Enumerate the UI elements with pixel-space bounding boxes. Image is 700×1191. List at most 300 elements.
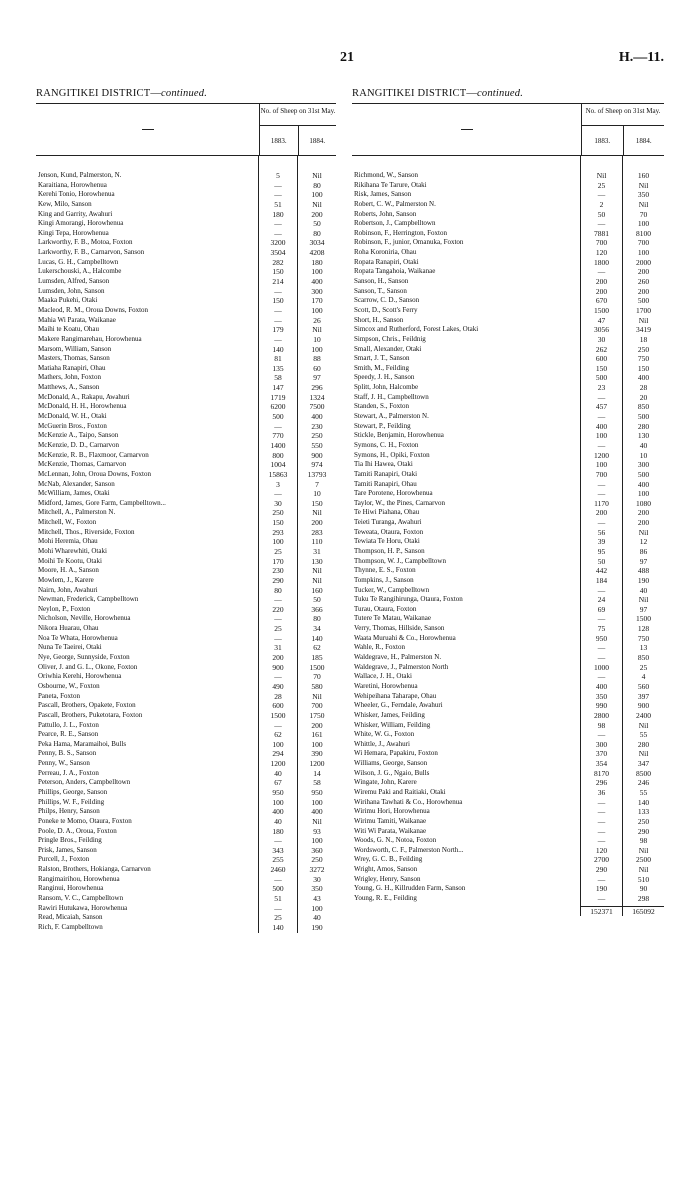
sheep-1884-value: 12 <box>639 537 648 547</box>
entry-name: Marsom, William, Sanson <box>38 344 112 353</box>
sheep-1884-value: 190 <box>637 575 650 585</box>
entry-name: Mohi Heremia, Ohau <box>38 537 98 546</box>
sheep-1884-value: 350 <box>311 884 323 894</box>
sheep-1884-value: 100 <box>311 267 323 277</box>
entry-name: Witi Wi Parata, Waikanae <box>354 826 427 835</box>
sheep-1883-value: 50 <box>597 209 606 219</box>
sheep-1884-value: 280 <box>637 421 650 431</box>
entry-name: Oriwhia Kerehi, Horowhenua <box>38 672 122 681</box>
sheep-1883-value: 28 <box>274 691 282 701</box>
entry-name: Lucas, G. H., Campbelltown <box>38 257 119 266</box>
entry-name: Young, G. H., Killrudden Farm, Sanson <box>354 884 466 893</box>
sheep-1883-value: 58 <box>274 373 282 383</box>
sheep-1884-value: 180 <box>311 257 323 267</box>
sheep-1884-value: 8500 <box>636 768 651 778</box>
sheep-1884-value: Nil <box>312 575 322 585</box>
entry-name: Wrigley, Henry, Sanson <box>354 874 421 883</box>
sheep-1884-value: 161 <box>311 730 323 740</box>
entry-name: Te Hiwi Piahana, Ohau <box>354 508 420 517</box>
sheep-1884-value: 30 <box>313 874 321 884</box>
entry-name: Scarrow, C. D., Sanson <box>354 296 420 305</box>
sheep-1883-value: 700 <box>595 238 608 248</box>
sheep-caption: No. of Sheep on 31st May. <box>260 104 336 126</box>
right-1883-column <box>581 156 623 916</box>
entry-name: Speedy, J. H., Sanson <box>354 373 415 382</box>
left-table-header <box>36 103 336 156</box>
sheep-1883-value: 170 <box>272 556 284 566</box>
sheep-1884-value: 97 <box>639 604 648 614</box>
sheep-1884-value: 34 <box>313 624 321 634</box>
sheep-1883-value: 1004 <box>270 460 286 470</box>
sheep-1884-value: 350 <box>637 190 650 200</box>
total-1884: 165092 <box>623 906 664 917</box>
sheep-1884-value: 200 <box>311 209 323 219</box>
sheep-column-header <box>582 104 664 155</box>
entry-name: Oliver, J. and G. L., Okone, Foxton <box>38 662 138 671</box>
sheep-1883-value: — <box>274 614 282 624</box>
sheep-1884-value: 296 <box>311 383 323 393</box>
sheep-1883-value: — <box>274 286 282 296</box>
sheep-caption: No. of Sheep on 31st May. <box>582 104 664 126</box>
sheep-1884-value: 150 <box>311 498 323 508</box>
entry-name: Wirimu Hori, Horowhenua <box>354 807 430 816</box>
sheep-1884-value: 1080 <box>636 498 651 508</box>
sheep-1883-value: 40 <box>274 768 282 778</box>
sheep-1883-value: 200 <box>595 286 608 296</box>
sheep-1883-value: 290 <box>272 575 284 585</box>
sheep-1884-value: Nil <box>312 325 322 335</box>
total-1883: 152371 <box>581 906 622 917</box>
sheep-1883-value: 300 <box>595 739 608 749</box>
sheep-1883-value: — <box>597 874 606 884</box>
sheep-1884-value: Nil <box>638 527 649 537</box>
sheep-1884-value: 70 <box>639 209 648 219</box>
entry-name: Ransom, V. C., Campbelltown <box>38 894 124 903</box>
sheep-1883-value: 600 <box>272 701 284 711</box>
entry-name: Sanson, H., Sanson <box>354 277 409 286</box>
sheep-1884-value: 14 <box>313 768 321 778</box>
entry-name: Waretini, Horowhenua <box>354 681 418 690</box>
entry-name: Tuku Te Rangihirunga, Otaura, Foxton <box>354 595 463 604</box>
entry-name: Wordsworth, C. F., Palmerston North... <box>354 845 464 854</box>
sheep-1883-value: 457 <box>595 402 608 412</box>
sheep-1883-value: 290 <box>595 865 608 875</box>
entry-name: Rawiri Hutukawa, Horowhenua <box>38 903 128 912</box>
sheep-1884-value: 100 <box>637 219 650 229</box>
entry-name: Williams, George, Sanson <box>354 759 428 768</box>
sheep-1883-value: 294 <box>272 749 284 759</box>
entry-name: Tutere Te Matau, Waikanae <box>354 614 431 623</box>
sheep-1884-value: 488 <box>637 566 650 576</box>
entry-name: Short, H., Sanson <box>354 315 404 324</box>
sheep-1884-value: 560 <box>637 681 650 691</box>
sheep-1884-value: 55 <box>639 788 648 797</box>
sheep-1884-value: 850 <box>637 653 650 663</box>
sheep-1884-value: 4208 <box>309 248 325 258</box>
sheep-1883-value: — <box>597 894 606 904</box>
sheep-1883-value: 15863 <box>268 469 288 479</box>
sheep-1884-value: 974 <box>311 460 323 470</box>
sheep-1884-value: 400 <box>311 277 323 287</box>
sheep-1884-value: 700 <box>311 701 323 711</box>
sheep-1883-value: — <box>274 334 282 344</box>
sheep-1883-value: 2 <box>599 199 604 209</box>
sheep-1883-value: — <box>597 614 606 624</box>
sheep-1884-value: 400 <box>311 807 323 817</box>
entry-name: Kew, Milo, Sanson <box>38 199 92 208</box>
sheep-1884-value: 31 <box>313 546 321 556</box>
entry-name: Jenson, Kund, Palmerston, N. <box>38 171 122 179</box>
sheep-1884-value: 2400 <box>636 710 651 720</box>
sheep-column-header <box>260 104 336 155</box>
sheep-1883-value: 293 <box>272 527 284 537</box>
sheep-1884-value: 55 <box>639 730 648 740</box>
sheep-1883-value: 2460 <box>270 865 286 875</box>
entry-name: Tewiata Te Horu, Otaki <box>354 537 420 546</box>
sheep-1884-value: 26 <box>313 315 321 325</box>
sheep-1883-value: 147 <box>272 383 284 393</box>
entry-name: Pascall, Brothers, Opakete, Foxton <box>38 701 136 710</box>
sheep-1883-value: 2700 <box>594 855 609 865</box>
sheep-1884-value: 133 <box>637 807 650 817</box>
sheep-1883-value: 1800 <box>594 257 609 267</box>
page-number: 21 <box>340 50 354 65</box>
entry-name: Thynne, E. S., Foxton <box>354 566 416 575</box>
sheep-1884-value: 230 <box>311 421 323 431</box>
entry-name: Verry, Thomas, Hillside, Sanson <box>354 624 445 633</box>
sheep-1883-value: — <box>597 816 606 826</box>
sheep-1883-value: 200 <box>595 508 608 518</box>
sheep-1884-value: Nil <box>638 749 649 759</box>
entry-name: Mathers, John, Foxton <box>38 373 101 382</box>
name-column-header <box>352 104 582 155</box>
entry-name: McDonald, A., Rakapu, Awahuri <box>38 392 130 401</box>
sheep-1883-value: 950 <box>595 633 608 643</box>
entry-name: Rich, F. Campbelltown <box>38 922 103 931</box>
sheep-1883-value: 80 <box>274 585 282 595</box>
sheep-1884-value: 283 <box>311 527 323 537</box>
sheep-1884-value: Nil <box>638 315 649 325</box>
entry-name: Nye, George, Sunnyside, Foxton <box>38 653 130 662</box>
entry-name: Risk, James, Sanson <box>354 190 412 199</box>
entry-name: Robert, C. W., Palmerston N. <box>354 199 436 208</box>
entry-name: Staff, J. H., Campbelltown <box>354 392 429 401</box>
entry-name: Neylon, P., Foxton <box>38 604 91 613</box>
entry-name: Wallace, J. H., Otaki <box>354 672 412 681</box>
entry-name: Pattullo, J. L., Foxton <box>38 720 99 729</box>
sheep-1883-value: 200 <box>595 277 608 287</box>
sheep-1883-value: — <box>597 643 606 653</box>
entry-name: Wingate, John, Karere <box>354 778 417 787</box>
entry-name: Paneta, Foxton <box>38 691 80 700</box>
sheep-1883-value: 120 <box>595 248 608 258</box>
entry-name: Mitchell, A., Palmerston N. <box>38 508 116 517</box>
sheep-1883-value: 1000 <box>594 662 609 672</box>
entry-name: Standen, S., Foxton <box>354 402 410 411</box>
entry-name: Prisk, James, Sanson <box>38 845 97 854</box>
sheep-1884-value: 110 <box>311 537 323 547</box>
sheep-1884-value: 140 <box>637 797 650 807</box>
year-1883-header: 1883. <box>582 126 624 155</box>
sheep-1884-value: 150 <box>637 363 650 373</box>
sheep-1884-value: Nil <box>312 691 322 701</box>
sheep-1883-value: — <box>274 874 282 884</box>
sheep-1883-value: — <box>597 585 606 595</box>
entry-name: Robinson, F., Herrington, Foxton <box>354 228 447 237</box>
sheep-1883-value: 500 <box>272 884 284 894</box>
entry-name: King and Garrity, Awahuri <box>38 209 113 218</box>
sheep-1883-value: — <box>274 633 282 643</box>
sheep-1884-value: 200 <box>637 518 650 528</box>
sheep-1883-value: 140 <box>272 922 284 932</box>
entry-name: Turau, Otaura, Foxton <box>354 604 417 613</box>
entry-name: Poneke te Momo, Otaura, Foxton <box>38 816 132 825</box>
entry-name: Pringle Bros., Feilding <box>38 836 102 845</box>
sheep-1883-value: 250 <box>272 508 284 518</box>
sheep-1883-value: 900 <box>272 662 284 672</box>
sheep-1883-value: 670 <box>595 296 608 306</box>
entry-name: Rikihana Te Tarure, Otaki <box>354 180 427 189</box>
sheep-1884-value: 90 <box>639 884 648 894</box>
entry-name: Noa Te Whata, Horowhenua <box>38 633 118 642</box>
sheep-1884-value: 20 <box>639 392 648 402</box>
sheep-1884-value: 397 <box>637 691 650 701</box>
sheep-1884-value: 360 <box>311 845 323 855</box>
sheep-1884-value: 100 <box>311 903 323 913</box>
sheep-1883-value: 51 <box>274 199 282 209</box>
sheep-1884-value: 80 <box>313 228 321 238</box>
sheep-1883-value: — <box>274 595 282 605</box>
sheep-1884-value: 250 <box>311 855 323 865</box>
sheep-1884-value: 500 <box>637 296 650 306</box>
sheep-1883-value: 200 <box>272 653 284 663</box>
entry-name: Roberts, John, Sanson <box>354 209 417 218</box>
sheep-1884-value: 1500 <box>636 614 651 624</box>
left-1884-column <box>298 156 336 933</box>
sheep-1883-value: 100 <box>272 537 284 547</box>
sheep-1884-value: 10 <box>639 450 648 460</box>
sheep-1883-value: 400 <box>595 421 608 431</box>
sheep-1884-value: 1200 <box>309 759 325 769</box>
sheep-1884-value: 8100 <box>636 228 651 238</box>
sheep-1884-value: 400 <box>637 373 650 383</box>
entry-name: Matiaha Ranapiri, Ohau <box>38 363 106 372</box>
sheep-1883-value: 98 <box>597 720 606 730</box>
sheep-1883-value: 1170 <box>594 498 609 508</box>
sheep-1884-value: 13793 <box>307 469 327 479</box>
entry-name: Matthews, A., Sanson <box>38 383 100 392</box>
sheep-1884-value: Nil <box>312 199 322 209</box>
entry-name: Whisker, James, Feilding <box>354 710 425 719</box>
sheep-1884-value: 100 <box>311 797 323 807</box>
entry-name: Lukerschouski, A., Halcombe <box>38 267 122 276</box>
sheep-1884-value: 300 <box>637 460 650 470</box>
sheep-1883-value: 40 <box>274 816 282 826</box>
sheep-1883-value: 39 <box>597 537 606 547</box>
sheep-1884-value: 366 <box>311 604 323 614</box>
entry-name: Small, Alexander, Otaki <box>354 344 422 353</box>
sheep-1884-value: 250 <box>637 344 650 354</box>
entry-name: Wi Hemara, Papakiru, Foxton <box>354 749 438 758</box>
sheep-1883-value: 47 <box>597 315 606 325</box>
sheep-1884-value: 200 <box>637 508 650 518</box>
sheep-1884-value: 250 <box>637 816 650 826</box>
sheep-1883-value: 700 <box>595 469 608 479</box>
sheep-1884-value: 62 <box>313 643 321 653</box>
sheep-1883-value: — <box>597 518 606 528</box>
entry-name: Nikora Huarau, Ohau <box>38 624 99 633</box>
sheep-1883-value: — <box>274 672 282 682</box>
entry-name: Newman, Frederick, Campbelltown <box>38 595 139 604</box>
sheep-1884-value: 140 <box>311 633 323 643</box>
sheep-1884-value: Nil <box>638 720 649 730</box>
sheep-1884-value: 70 <box>313 672 321 682</box>
entry-name: Mitchell, W., Foxton <box>38 518 97 527</box>
sheep-1884-value: 40 <box>639 440 648 450</box>
sheep-1883-value: 23 <box>597 383 606 393</box>
entry-name: White, W. G., Foxton <box>354 730 415 739</box>
entry-name: Young, R. E., Feilding <box>354 894 417 903</box>
entry-name: Mahia Wi Parata, Waikanae <box>38 315 116 324</box>
sheep-1884-value: 13 <box>639 643 648 653</box>
entry-name: Phillips, W. F., Feilding <box>38 797 105 806</box>
sheep-1884-value: 300 <box>311 286 323 296</box>
entry-name: Teieti Turanga, Awahuri <box>354 518 422 527</box>
sheep-1884-value: 40 <box>313 913 321 923</box>
sheep-1883-value: 25 <box>274 624 282 634</box>
sheep-1884-value: 2500 <box>636 855 651 865</box>
entry-name: Kingi Tepa, Horowhenua <box>38 228 109 237</box>
sheep-1884-value: 400 <box>637 479 650 489</box>
sheep-1883-value: 490 <box>272 681 284 691</box>
sheep-1883-value: — <box>597 836 606 846</box>
sheep-1884-value: 400 <box>311 412 323 422</box>
sheep-1883-value: — <box>597 672 606 682</box>
sheep-1883-value: 442 <box>595 566 608 576</box>
sheep-1883-value: — <box>597 392 606 402</box>
entry-name: Taylor, W., the Pines, Carnarvon <box>354 498 445 507</box>
sheep-1883-value: 6200 <box>270 402 286 412</box>
entry-name: Wrey, G. C. B., Feilding <box>354 855 423 864</box>
entry-name: Wright, Amos, Sanson <box>354 865 418 874</box>
sheep-1884-value: 40 <box>639 585 648 595</box>
sheep-1883-value: 3056 <box>594 325 609 335</box>
entry-name: Karaitiana, Horowhenua <box>38 180 107 189</box>
sheep-1883-value: 354 <box>595 759 608 769</box>
sheep-1883-value: 282 <box>272 257 284 267</box>
entry-name: McDonald, W. H., Otaki <box>38 412 107 421</box>
sheep-1883-value: — <box>597 653 606 663</box>
right-1884-column <box>623 156 664 916</box>
entry-name: Woods, G. N., Notoa, Foxton <box>354 836 437 845</box>
sheep-1884-value: 7 <box>315 479 319 489</box>
entry-name: Teweata, Otaura, Foxton <box>354 527 424 536</box>
entry-name: Masters, Thomas, Sanson <box>38 354 110 363</box>
sheep-1883-value: 24 <box>597 595 606 605</box>
entry-name: Wiremu Paki and Raitiaki, Otaki <box>354 788 446 796</box>
sheep-1884-value: 128 <box>637 624 650 634</box>
sheep-1883-value: — <box>274 180 282 190</box>
entry-name: Moihi Te Kootu, Otaki <box>38 556 102 565</box>
sheep-1884-value: 80 <box>313 614 321 624</box>
sheep-1884-value: 4 <box>641 672 646 682</box>
sheep-1883-value: 51 <box>274 894 282 904</box>
entry-name: Ropata Ranapiri, Otaki <box>354 257 419 266</box>
entry-name: Stewart, A., Palmerston N. <box>354 412 429 421</box>
sheep-1883-value: — <box>274 315 282 325</box>
entry-name: Read, Micaiah, Sanson <box>38 913 103 922</box>
entry-name: Wehipeihana Taharape, Ohau <box>354 691 437 700</box>
entry-name: Peterson, Anders, Campbelltown <box>38 778 131 787</box>
entry-name: Thompson, W. J., Campbelltown <box>354 556 446 565</box>
sheep-1884-value: 170 <box>311 296 323 306</box>
sheep-1883-value: 1400 <box>270 440 286 450</box>
sheep-1884-value: 100 <box>311 739 323 749</box>
sheep-1883-value: — <box>274 305 282 315</box>
right-table-header <box>352 103 664 156</box>
sheep-1883-value: 400 <box>272 807 284 817</box>
sheep-1884-value: 250 <box>311 431 323 441</box>
sheep-1883-value: 1500 <box>594 305 609 315</box>
sheep-1884-value: 58 <box>313 778 321 788</box>
entry-name: Mitchell, Thos., Riverside, Foxton <box>38 527 135 536</box>
sheep-1883-value: 31 <box>274 643 282 653</box>
sheep-1884-value: 28 <box>639 383 648 393</box>
entry-name: Kingi Amorangi, Horowhenua <box>38 219 124 228</box>
sheep-1884-value: 86 <box>639 546 648 556</box>
sheep-1883-value: 990 <box>595 701 608 711</box>
entry-name: Symons, C. H., Foxton <box>354 440 419 449</box>
sheep-1883-value: 25 <box>274 913 282 923</box>
entry-name: Moore, H. A., Sanson <box>38 566 99 575</box>
sheep-1884-value: 185 <box>311 653 323 663</box>
sheep-1883-value: 800 <box>272 450 284 460</box>
entry-name: Waata Muruahi & Co., Horowhenua <box>354 633 456 642</box>
year-1884-header: 1884. <box>309 136 326 145</box>
sheep-1883-value: Nil <box>596 171 607 180</box>
entry-name: Poole, D. A., Oroua, Foxton <box>38 826 117 835</box>
sheep-1884-value: 290 <box>637 826 650 836</box>
sheep-1884-value: 97 <box>639 556 648 566</box>
sheep-1883-value: — <box>597 797 606 807</box>
entry-name: Sanson, T., Sanson <box>354 286 407 295</box>
sheep-1883-value: — <box>274 903 282 913</box>
sheep-1883-value: 7881 <box>594 228 609 238</box>
entry-name: Ralston, Brothers, Hokianga, Carnarvon <box>38 865 151 874</box>
entry-name: Purcell, J., Foxton <box>38 855 90 864</box>
sheep-1883-value: 62 <box>274 730 282 740</box>
entry-name: McKenzie, R. B., Flaxmoor, Carnarvon <box>38 450 149 459</box>
entry-name: Wirimu Tamiti, Waikanae <box>354 816 427 825</box>
sheep-1883-value: — <box>274 836 282 846</box>
entry-name: McKenzie, Thomas, Carnarvon <box>38 460 127 469</box>
sheep-1883-value: — <box>597 267 606 277</box>
entry-name: Tamiti Ranapiri, Ohau <box>354 479 417 488</box>
sheep-1884-value: 900 <box>311 450 323 460</box>
entry-name: Nicholson, Neville, Horowhenua <box>38 614 131 623</box>
sheep-1884-value: 18 <box>639 334 648 344</box>
left-names-column <box>36 156 259 933</box>
sheep-1884-value: 510 <box>637 874 650 884</box>
entry-name: McKenzie, D. D., Carnarvon <box>38 440 120 449</box>
entry-name: Peka Hama, Maramaihoi, Bulls <box>38 739 127 748</box>
sheep-1883-value: 296 <box>595 778 608 788</box>
sheep-1884-value: 1750 <box>309 710 325 720</box>
right-names-column <box>352 156 581 916</box>
sheep-1884-value: 580 <box>311 681 323 691</box>
sheep-1884-value: Nil <box>638 595 649 605</box>
entry-name: Stickle, Benjamin, Horowhenua <box>354 431 444 440</box>
